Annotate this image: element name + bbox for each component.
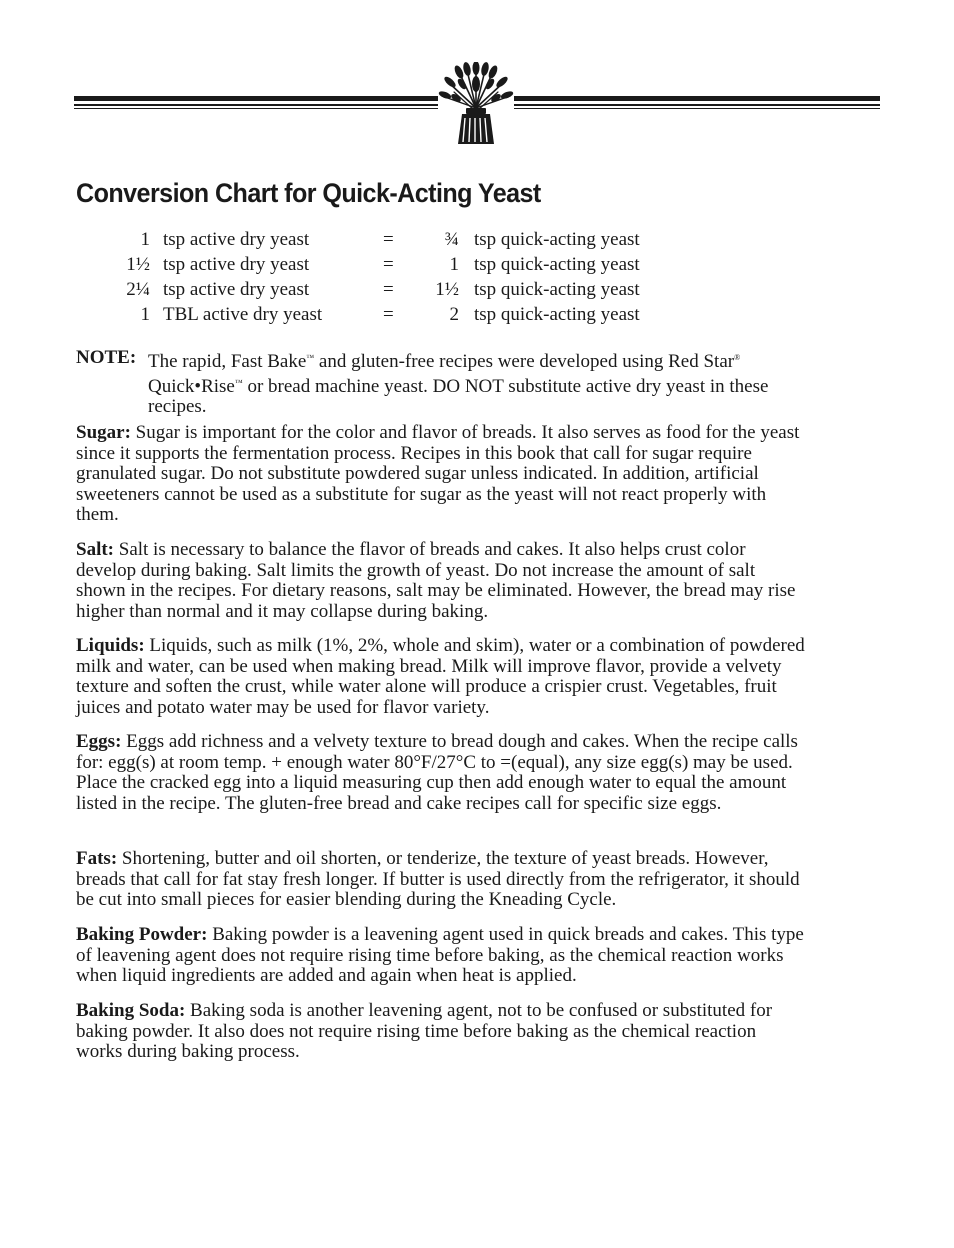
note-label: NOTE: — [76, 347, 137, 368]
section-label: Liquids: — [76, 635, 145, 656]
section-text: Shortening, butter and oil shorten, or tenderize, the texture of yeast breads. However, breads that call for fat stay fresh longer. If butter is used directly from the refrigerator, it should be cut into small pieces for easier blending during the Kneading Cycle. — [76, 848, 800, 910]
section-text: Liquids, such as milk (1%, 2%, whole and skim), water or a combination of powdered milk and water, can be used when making bread. Milk will improve flavor, provide a velvety texture and soften the crust, while water alone will produce a crispier crust. Vegetables, fruit juices and potato water may be used for flavor variety. — [76, 635, 805, 718]
note-text-part: The rapid, Fast Bake — [148, 351, 307, 372]
equals-sign: = — [383, 229, 394, 250]
qty-from: 1½ — [126, 254, 150, 275]
section-baking-powder — [76, 925, 806, 987]
unit-to: tsp quick-acting yeast — [474, 304, 640, 325]
conversion-row — [0, 279, 954, 304]
header-rule-right — [514, 96, 880, 110]
unit-to: tsp quick-acting yeast — [474, 254, 640, 275]
conversion-row — [0, 254, 954, 279]
registered-symbol: ® — [734, 353, 741, 362]
section-text: Baking powder is a leavening agent used in quick breads and cakes. This type of leavening agent does not require rising time before baking, as the chemical reaction works when liquid ingredients are added and again when heat is applied. — [76, 924, 804, 986]
unit-from: tsp active dry yeast — [163, 229, 310, 250]
equals-sign: = — [383, 254, 394, 275]
section-label: Sugar: — [76, 422, 131, 443]
qty-from: 2¼ — [126, 279, 150, 300]
section-sugar — [76, 423, 806, 526]
page-title: Conversion Chart for Quick-Acting Yeast — [76, 178, 541, 208]
note-text-part: and gluten-free recipes were developed using Red Star — [314, 351, 735, 372]
note-text-part: or bread machine yeast. DO NOT substitute active dry yeast in these recipes. — [148, 375, 769, 417]
section-liquids — [76, 636, 806, 718]
section-text: Sugar is important for the color and flavor of breads. It also serves as food for the yeast since it supports the fermentation process. Recipes in this book that call for sugar require granulated sugar. Do not substitute powdered sugar unless indicated. In addition, artificial sweeteners cannot be used as a substitute for sugar as the yeast will not react properly with them. — [76, 422, 800, 525]
equals-sign: = — [383, 279, 394, 300]
section-text: Salt is necessary to balance the flavor of breads and cakes. It also helps crust color develop during baking. Salt limits the growth of yeast. Do not increase the amount of salt shown in the recipes. For dietary reasons, salt may be eliminated. However, the bread may rise higher than normal and it may collapse during baking. — [76, 539, 796, 622]
header-rule-left — [74, 96, 438, 110]
section-label: Baking Soda: — [76, 1000, 186, 1021]
section-baking-soda — [76, 1001, 806, 1063]
note-text — [148, 348, 816, 418]
section-salt — [76, 540, 806, 622]
unit-from: tsp active dry yeast — [163, 254, 310, 275]
section-text: Eggs add richness and a velvety texture to bread dough and cakes. When the recipe calls for: egg(s) at room temp. + enough water 80°F/27°C to =(equal), any size egg(s) may be used. Place the cracked egg into a liquid measuring cup then add enough water to equal the amount listed in the recipe. The gluten-free bread and cake recipes call for specific size eggs. — [76, 731, 798, 814]
qty-from: 1 — [140, 229, 150, 250]
section-label: Fats: — [76, 848, 118, 869]
unit-from: tsp active dry yeast — [163, 279, 310, 300]
section-label: Baking Powder: — [76, 924, 208, 945]
section-text: Baking soda is another leavening agent, not to be confused or substituted for baking powder. It also does not require rising time before baking as the chemical reaction works during baking process. — [76, 1000, 773, 1062]
section-eggs — [76, 732, 806, 814]
trademark-symbol: ™ — [234, 377, 243, 387]
section-fats — [76, 849, 806, 911]
qty-to: 2 — [449, 304, 459, 325]
section-label: Salt: — [76, 539, 114, 560]
conversion-row — [0, 304, 954, 329]
unit-to: tsp quick-acting yeast — [474, 279, 640, 300]
qty-to: 1½ — [435, 279, 459, 300]
section-label: Eggs: — [76, 731, 122, 752]
note-text-part: Quick•Rise — [148, 375, 235, 397]
trademark-symbol: ™ — [306, 353, 315, 362]
qty-from: 1 — [140, 304, 150, 325]
unit-from: TBL active dry yeast — [163, 304, 323, 325]
unit-to: tsp quick-acting yeast — [474, 229, 640, 250]
conversion-row — [0, 229, 954, 254]
qty-to: ¾ — [444, 229, 459, 250]
wheat-sheaf-icon — [438, 62, 514, 146]
qty-to: 1 — [449, 254, 459, 275]
equals-sign: = — [383, 304, 394, 325]
note-block — [76, 348, 816, 418]
